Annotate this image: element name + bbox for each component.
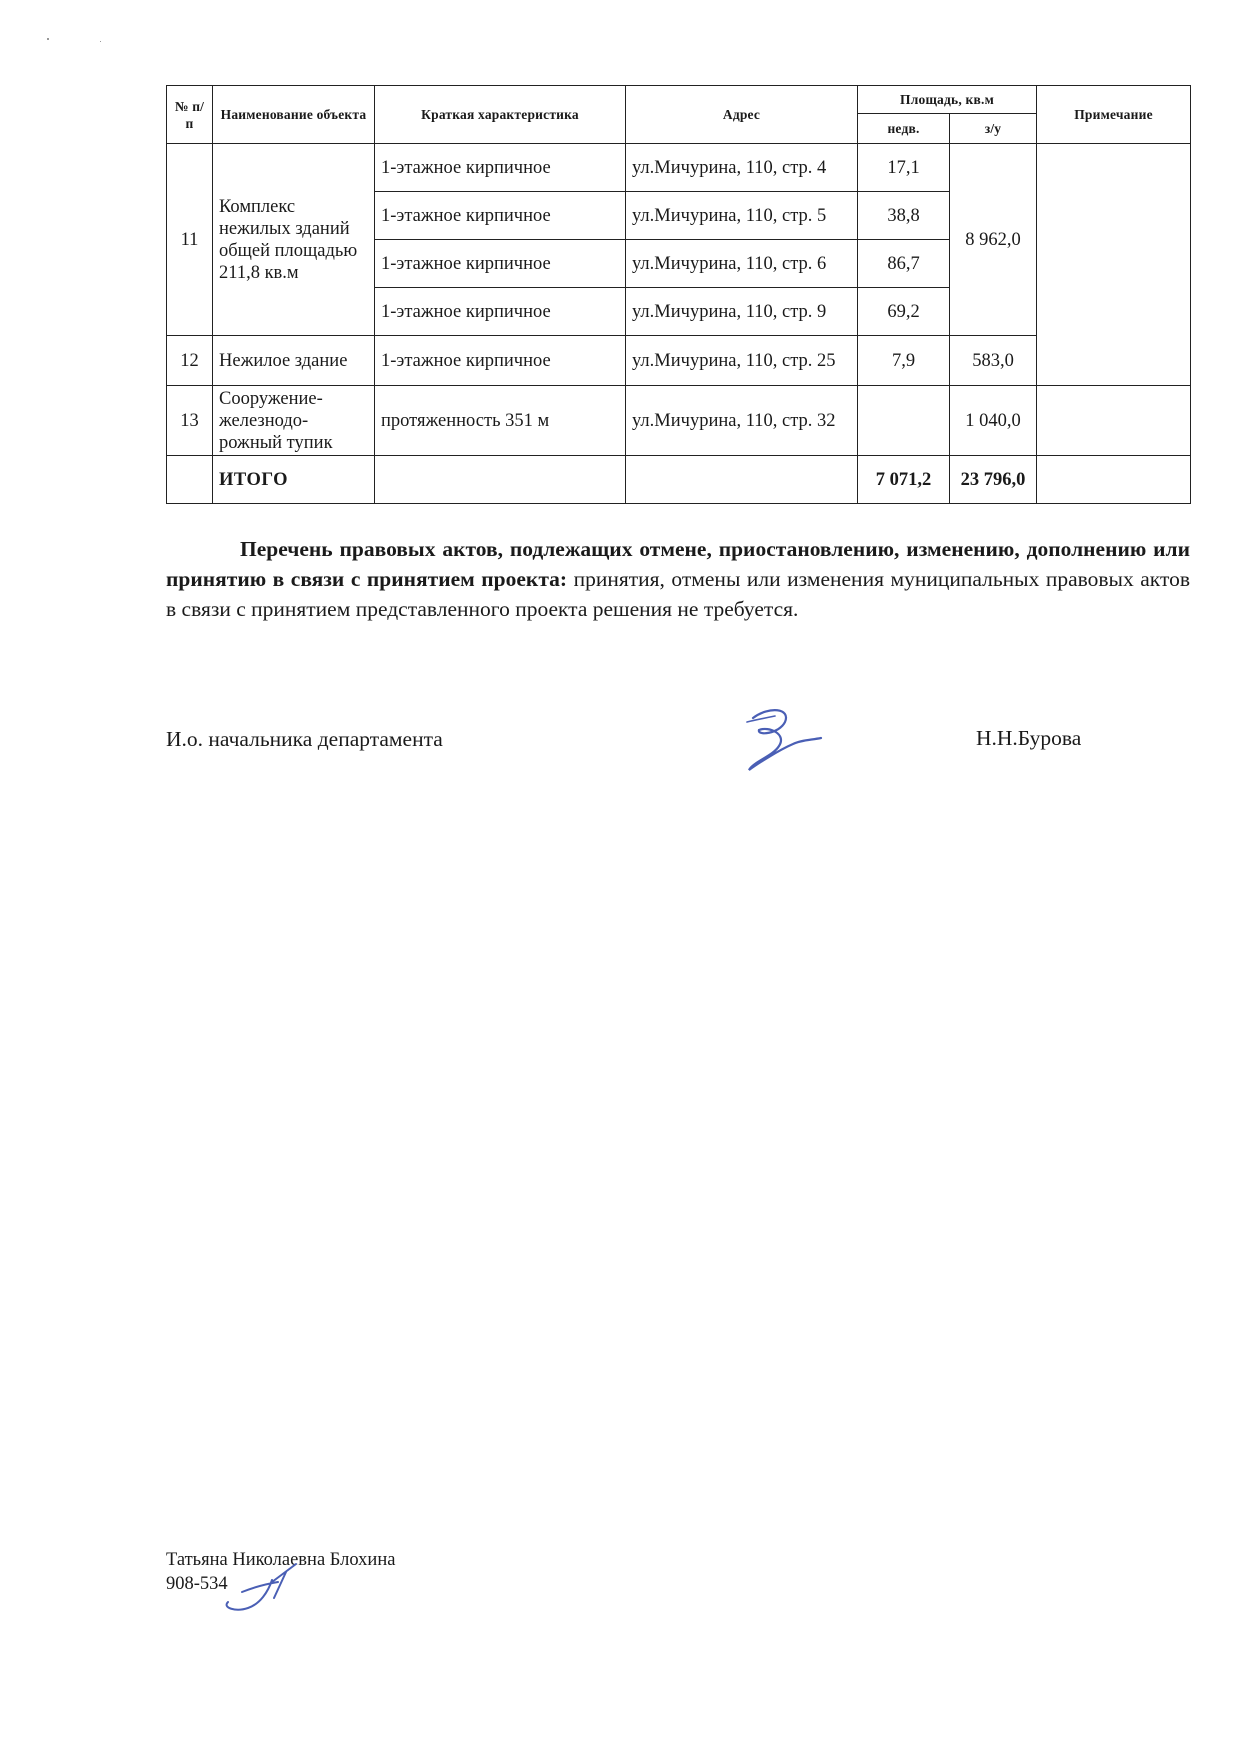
row-characteristic: 1-этажное кирпичное [375, 336, 626, 386]
total-address [626, 456, 858, 504]
handwritten-initials [212, 1552, 302, 1612]
total-note [1037, 456, 1191, 504]
row-area-nedv: 86,7 [858, 240, 950, 288]
row-characteristic: протяженность 351 м [375, 386, 626, 456]
table-row [167, 386, 1191, 456]
objects-table [166, 85, 1191, 504]
total-characteristic [375, 456, 626, 504]
table-total-row [167, 456, 1191, 504]
row-num: 13 [167, 386, 213, 456]
scan-speck [47, 38, 49, 40]
header-name: Наименование объекта [213, 86, 375, 144]
signer-role: И.о. начальника департамента [166, 727, 443, 751]
row-area-nedv: 7,9 [858, 336, 950, 386]
row-area-zu: 583,0 [950, 336, 1037, 386]
header-area: Площадь, кв.м [858, 86, 1037, 114]
contact-person: Татьяна Николаевна Блохина [166, 1550, 396, 1570]
row-characteristic: 1-этажное кирпичное [375, 240, 626, 288]
row-area-nedv: 69,2 [858, 288, 950, 336]
contact-phone: 908-534 [166, 1574, 228, 1594]
total-area-nedv: 7 071,2 [858, 456, 950, 504]
row-note [1037, 144, 1191, 386]
row-address: ул.Мичурина, 110, стр. 32 [626, 386, 858, 456]
signer-name: Н.Н.Бурова [976, 726, 1082, 750]
header-area-zu: з/у [950, 114, 1037, 144]
handwritten-signature [735, 700, 825, 778]
row-area-nedv: 38,8 [858, 192, 950, 240]
row-num: 11 [167, 144, 213, 336]
row-area-nedv: 17,1 [858, 144, 950, 192]
row-area-zu: 1 040,0 [950, 386, 1037, 456]
row-object-name: Комплекс нежилых зданий общей площадью 211,8 кв.м [213, 144, 375, 336]
header-address: Адрес [626, 86, 858, 144]
row-characteristic: 1-этажное кирпичное [375, 192, 626, 240]
header-note: Примечание [1037, 86, 1191, 144]
header-characteristic: Краткая характеристика [375, 86, 626, 144]
row-address: ул.Мичурина, 110, стр. 6 [626, 240, 858, 288]
header-area-nedv: недв. [858, 114, 950, 144]
row-address: ул.Мичурина, 110, стр. 5 [626, 192, 858, 240]
legal-acts-heading: Перечень правовых актов, подлежащих отмене, приостановлению, изменению, дополнению или принятию в связи с принятием проекта: [166, 537, 1190, 591]
scan-speck [100, 41, 101, 42]
total-area-zu: 23 796,0 [950, 456, 1037, 504]
legal-acts-text: принятия, отмены или изменения муниципальных правовых актов в связи с принятием представленного проекта решения не требуется. [166, 567, 1190, 621]
total-num [167, 456, 213, 504]
row-area-zu: 8 962,0 [950, 144, 1037, 336]
legal-acts-paragraph [166, 534, 1190, 624]
table-header-row [167, 86, 1191, 114]
row-object-name: Сооружение-железнодо-рожный тупик [213, 386, 375, 456]
row-area-nedv [858, 386, 950, 456]
row-object-name: Нежилое здание [213, 336, 375, 386]
row-characteristic: 1-этажное кирпичное [375, 288, 626, 336]
row-characteristic: 1-этажное кирпичное [375, 144, 626, 192]
row-address: ул.Мичурина, 110, стр. 9 [626, 288, 858, 336]
row-num: 12 [167, 336, 213, 386]
total-label: ИТОГО [213, 456, 375, 504]
row-address: ул.Мичурина, 110, стр. 4 [626, 144, 858, 192]
table-row [167, 144, 1191, 192]
row-note [1037, 386, 1191, 456]
row-address: ул.Мичурина, 110, стр. 25 [626, 336, 858, 386]
header-num: № п/п [167, 86, 213, 144]
